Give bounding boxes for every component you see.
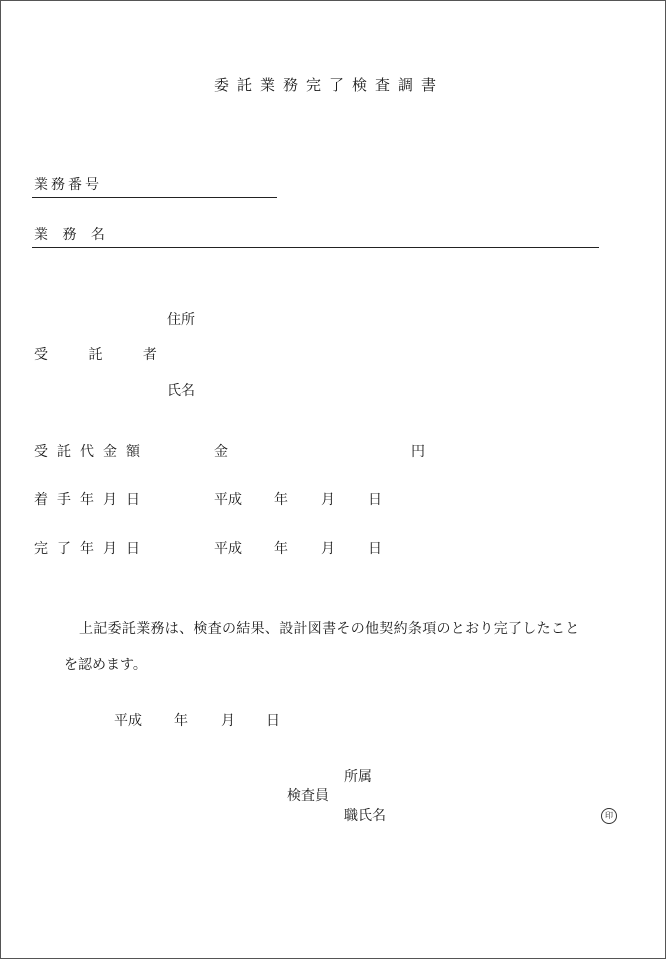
amount-unit: 円 bbox=[411, 444, 425, 460]
document-title: 委託業務完了検査調書 bbox=[214, 76, 445, 94]
statement-date-month: 月 bbox=[221, 713, 235, 729]
statement-line-1: 上記委託業務は、検査の結果、設計図書その他契約条項のとおり完了したこと bbox=[79, 621, 580, 637]
start-date-month: 月 bbox=[321, 492, 335, 508]
start-date-era: 平成 bbox=[214, 492, 242, 508]
amount-prefix: 金 bbox=[214, 444, 228, 460]
inspector-title-name-label: 職氏名 bbox=[344, 808, 386, 824]
statement-date-day: 日 bbox=[266, 713, 280, 729]
work-name-label: 業 務 名 bbox=[34, 227, 110, 243]
statement-line-2: を認めます。 bbox=[64, 657, 147, 673]
contractor-label: 受 託 者 bbox=[34, 347, 175, 363]
amount-label: 受託代金額 bbox=[34, 444, 149, 460]
work-name-underline bbox=[32, 247, 599, 248]
inspector-label: 検査員 bbox=[287, 788, 329, 804]
address-label: 住所 bbox=[167, 312, 195, 328]
completion-date-day: 日 bbox=[368, 541, 382, 557]
statement-date-era: 平成 bbox=[114, 713, 142, 729]
inspector-affiliation-label: 所属 bbox=[344, 769, 372, 785]
start-date-day: 日 bbox=[368, 492, 382, 508]
name-label: 氏名 bbox=[167, 383, 195, 399]
completion-date-era: 平成 bbox=[214, 541, 242, 557]
start-date-label: 着手年月日 bbox=[34, 492, 149, 508]
work-number-underline bbox=[32, 197, 277, 198]
completion-date-month: 月 bbox=[321, 541, 335, 557]
statement-date-year: 年 bbox=[174, 713, 188, 729]
work-number-label: 業務番号 bbox=[34, 177, 102, 193]
completion-date-label: 完了年月日 bbox=[34, 541, 149, 557]
start-date-year: 年 bbox=[274, 492, 288, 508]
seal-icon: 印 bbox=[601, 808, 617, 824]
completion-date-year: 年 bbox=[274, 541, 288, 557]
